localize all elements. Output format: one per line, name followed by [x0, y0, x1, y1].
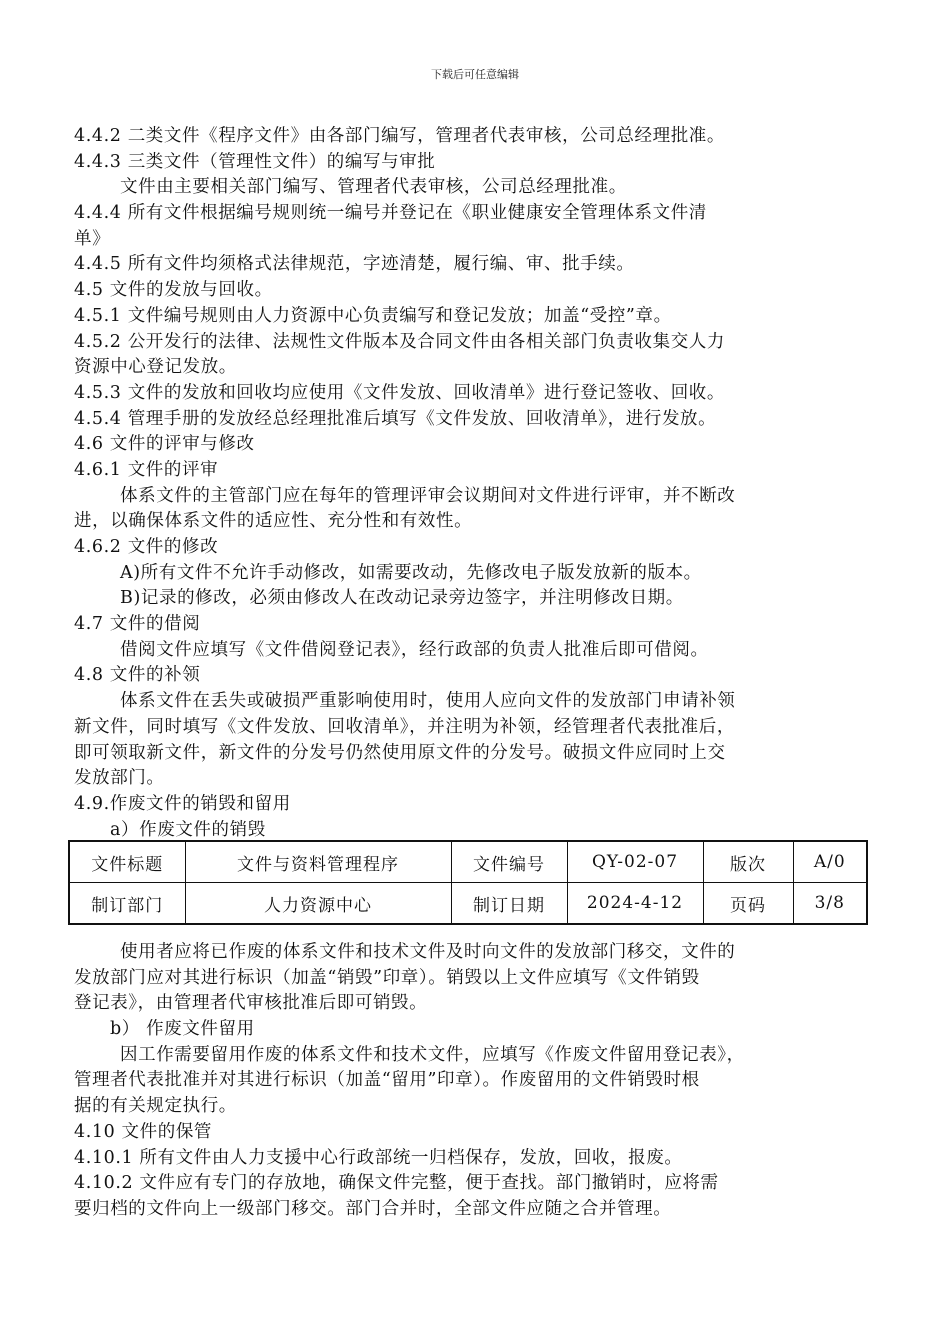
body-text-top — [74, 124, 880, 843]
text-line: 4.5.3 文件的发放和回收均应使用《文件发放、回收清单》进行登记签收、回收。 — [74, 382, 725, 403]
text-line: A)所有文件不允许手动修改，如需要改动，先修改电子版发放新的版本。 — [120, 562, 702, 583]
page-header-note: 下载后可任意编辑 — [431, 68, 519, 81]
text-line: 因工作需要留用作废的体系文件和技术文件，应填写《作废文件留用登记表》， — [120, 1044, 745, 1065]
text-line: 4.5.1 文件编号规则由人力资源中心负责编写和登记发放；加盖“受控”章。 — [74, 305, 672, 326]
text-line: 4.10 文件的保管 — [74, 1121, 213, 1142]
text-line: 4.5.4 管理手册的发放经总经理批准后填写《文件发放、回收清单》，进行发放。 — [74, 408, 717, 429]
text-line: 据的有关规定执行。 — [74, 1096, 237, 1117]
text-line: 4.4.4 所有文件根据编号规则统一编号并登记在《职业健康安全管理体系文件清 — [74, 203, 707, 224]
table-row — [69, 883, 867, 925]
info-value-date: 2024-4-12 — [567, 883, 703, 925]
body-text-bottom — [74, 940, 880, 1223]
text-line: 4.4.5 所有文件均须格式法律规范，字迹清楚，履行编、审、批手续。 — [74, 254, 635, 275]
text-line: 4.5.2 公开发行的法律、法规性文件版本及合同文件由各相关部门负责收集交人力 — [74, 331, 725, 352]
text-line: 4.10.1 所有文件由人力支援中心行政部统一归档保存，发放，回收，报废。 — [74, 1147, 683, 1168]
document-info-table — [68, 840, 868, 925]
text-line: 4.9.作废文件的销毁和留用 — [74, 793, 291, 814]
text-line: 发放部门。 — [74, 768, 165, 789]
info-value-title: 文件与资料管理程序 — [185, 841, 451, 883]
info-label-date: 制订日期 — [451, 883, 567, 925]
text-line: 使用者应将已作废的体系文件和技术文件及时向文件的发放部门移交，文件的 — [120, 942, 736, 962]
text-line: 4.4.2 二类文件《程序文件》由各部门编写，管理者代表审核，公司总经理批准。 — [74, 126, 725, 146]
text-line: 登记表》，由管理者代审核批准后即可销毁。 — [74, 993, 428, 1014]
text-line: 要归档的文件向上一级部门移交。部门合并时，全部文件应随之合并管理。 — [74, 1198, 672, 1219]
info-value-page: 3/8 — [793, 883, 867, 925]
text-line: 4.6.1 文件的评审 — [74, 459, 219, 480]
info-label-title: 文件标题 — [69, 841, 185, 883]
info-label-department: 制订部门 — [69, 883, 185, 925]
text-line: 文件由主要相关部门编写、管理者代表审核，公司总经理批准。 — [120, 177, 627, 198]
text-line: 4.6.2 文件的修改 — [74, 537, 219, 557]
text-line: 体系文件的主管部门应在每年的管理评审会议期间对文件进行评审，并不断改 — [120, 485, 736, 506]
text-line: 4.8 文件的补领 — [74, 665, 201, 686]
text-line: 管理者代表批准并对其进行标识（加盖“留用”印章）。作废留用的文件销毁时根 — [74, 1070, 700, 1091]
info-value-department: 人力资源中心 — [185, 883, 451, 925]
text-line: 借阅文件应填写《文件借阅登记表》，经行政部的负责人批准后即可借阅。 — [120, 639, 709, 660]
text-line: 发放部门应对其进行标识（加盖“销毁”印章）。销毁以上文件应填写《文件销毁 — [74, 967, 700, 988]
text-line: 即可领取新文件，新文件的分发号仍然使用原文件的分发号。破损文件应同时上交 — [74, 742, 726, 763]
text-line: 4.7 文件的借阅 — [74, 614, 201, 635]
text-line: a）作废文件的销毁 — [110, 819, 266, 840]
text-line: 4.5 文件的发放与回收。 — [74, 280, 273, 301]
info-label-page: 页码 — [703, 883, 793, 925]
text-line: 4.6 文件的评审与修改 — [74, 434, 255, 455]
info-value-version: A/0 — [793, 841, 867, 883]
text-line: 单》 — [74, 228, 111, 249]
text-line: 4.4.3 三类文件（管理性文件）的编写与审批 — [74, 151, 436, 172]
text-line: b） 作废文件留用 — [110, 1019, 255, 1040]
text-line: 体系文件在丢失或破损严重影响使用时，使用人应向文件的发放部门申请补领 — [120, 691, 736, 712]
info-value-doc-number: QY-02-07 — [567, 841, 703, 883]
info-label-doc-number: 文件编号 — [451, 841, 567, 883]
table-row — [69, 841, 867, 883]
text-line: 新文件，同时填写《文件发放、回收清单》，并注明为补领，经管理者代表批准后， — [74, 716, 735, 737]
text-line: 进，以确保体系文件的适应性、充分性和有效性。 — [74, 511, 473, 532]
text-line: B)记录的修改，必须由修改人在改动记录旁边签字，并注明修改日期。 — [120, 588, 684, 609]
text-line: 4.10.2 文件应有专门的存放地，确保文件完整，便于查找。部门撤销时，应将需 — [74, 1173, 719, 1194]
info-label-version: 版次 — [703, 841, 793, 883]
text-line: 资源中心登记发放。 — [74, 357, 237, 378]
